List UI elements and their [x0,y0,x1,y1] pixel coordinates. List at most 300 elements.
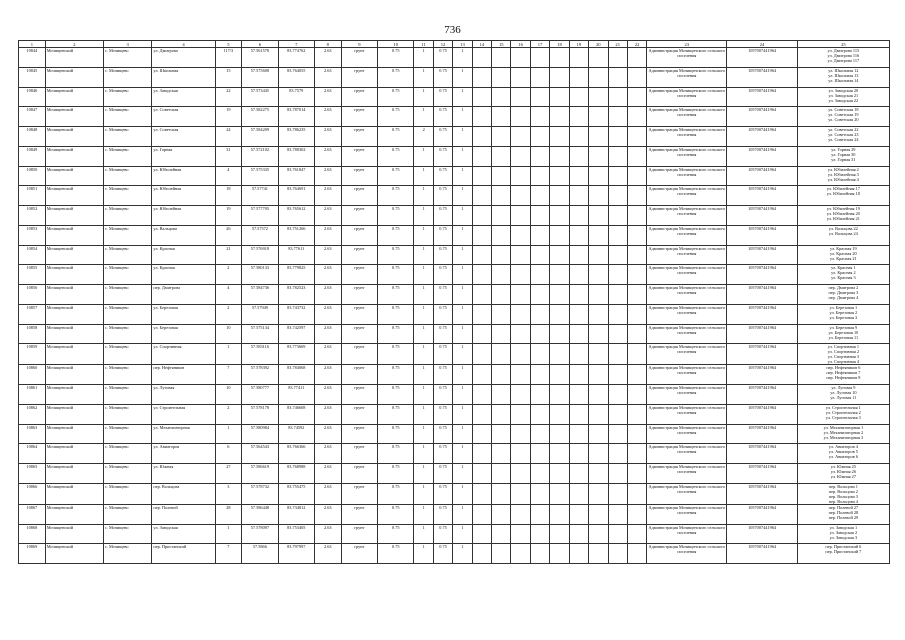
cell-street: ул. Березовая [152,304,215,324]
cell-street: пер. Вольцова [152,483,215,504]
cell-empty [627,285,646,305]
cell-district: Мочищенский [45,385,103,405]
cell-empty [550,67,569,87]
cell-vol: 0.75 [378,87,414,107]
cell-empty [608,324,627,344]
cell-count: 1 [414,504,433,524]
cell-area: 2.63 [314,48,341,68]
cell-addr: пер. Пристанский 6 пер. Пристанский 7 [797,544,889,564]
cell-village: с. Мочищево [103,385,152,405]
cell-empty [472,186,491,206]
cell-addr: ул. Авиаторов 4 ул. Авиаторов 5 ул. Авиаторов 6 [797,444,889,464]
cell-empty [589,365,608,385]
cell-surface: грунт [341,107,377,127]
column-header: 1 [19,41,46,48]
cell-addr: ул. Березовая 9 ул. Березовая 10 ул. Березовая 11 [797,324,889,344]
cell-lat: 57.575335 [242,166,278,186]
cell-n: 1 [453,206,472,226]
cell-n: 1 [453,146,472,166]
cell-surface: грунт [341,186,377,206]
cell-lon: 83.788302 [278,146,314,166]
cell-vol2: 0.75 [433,464,452,484]
cell-vol2: 0.75 [433,245,452,265]
cell-empty [511,107,530,127]
cell-n: 1 [453,444,472,464]
cell-empty [608,67,627,87]
cell-empty [511,504,530,524]
cell-lat: 57.57572 [242,225,278,245]
table-row [19,524,890,544]
cell-vol2: 0.75 [433,385,452,405]
cell-empty [492,385,511,405]
cell-lon: 83.766366 [278,444,314,464]
cell-addr: пер. Дмитрова 2 пер. Дмитрова 3 пер. Дмитрова 4 [797,285,889,305]
cell-ogrn: 1057007441964 [727,304,797,324]
cell-street: ул. Спортивная [152,344,215,365]
cell-empty [589,265,608,285]
cell-surface: грунт [341,245,377,265]
cell-lon: 83.764055 [278,67,314,87]
cell-vol: 0.75 [378,544,414,564]
cell-street: ул. Южная [152,464,215,484]
cell-n: 1 [453,225,472,245]
cell-id: 10855 [19,265,46,285]
cell-n: 1 [453,385,472,405]
page-number: 736 [444,24,461,36]
cell-surface: грунт [341,504,377,524]
column-header: 14 [472,41,491,48]
cell-empty [530,404,549,424]
cell-empty [550,146,569,166]
column-header: 11 [414,41,433,48]
table-row [19,344,890,365]
cell-village: с. Мочищево [103,48,152,68]
cell-ogrn: 1057007441964 [727,344,797,365]
cell-owner: Администрация Мочищенского сельского поселения [647,67,727,87]
cell-empty [569,544,588,564]
registry-table [18,40,890,564]
cell-street: пер. Дмитрова [152,285,215,305]
cell-empty [472,444,491,464]
cell-house: 19 [215,107,242,127]
cell-empty [511,285,530,305]
cell-empty [569,483,588,504]
table-row [19,464,890,484]
cell-ogrn: 1057007441964 [727,186,797,206]
cell-lon: 83.779825 [278,265,314,285]
cell-owner: Администрация Мочищенского сельского поселения [647,48,727,68]
cell-empty [589,424,608,444]
cell-area: 2.63 [314,404,341,424]
cell-district: Мочищенский [45,404,103,424]
cell-empty [511,166,530,186]
cell-lon: 83.768988 [278,464,314,484]
cell-id: 10850 [19,166,46,186]
cell-surface: грунт [341,444,377,464]
cell-empty [569,87,588,107]
cell-count: 1 [414,365,433,385]
cell-village: с. Мочищево [103,186,152,206]
cell-village: с. Мочищево [103,324,152,344]
cell-ogrn: 1057007441964 [727,404,797,424]
cell-id: 10864 [19,444,46,464]
cell-lon: 83.74592 [278,424,314,444]
cell-village: с. Мочищево [103,504,152,524]
cell-house: 2 [215,404,242,424]
cell-empty [589,285,608,305]
cell-area: 2.63 [314,365,341,385]
cell-area: 2.63 [314,483,341,504]
cell-street: пер. Нефтяников [152,365,215,385]
cell-lat: 57.586619 [242,464,278,484]
cell-house: 4 [215,285,242,305]
cell-empty [627,424,646,444]
cell-district: Мочищенский [45,544,103,564]
cell-owner: Администрация Мочищенского сельского поселения [647,87,727,107]
cell-empty [511,87,530,107]
cell-empty [569,265,588,285]
cell-empty [569,186,588,206]
cell-lat: 57.573445 [242,87,278,107]
cell-surface: грунт [341,206,377,226]
cell-ogrn: 1057007441964 [727,206,797,226]
cell-village: с. Мочищево [103,146,152,166]
cell-vol: 0.75 [378,344,414,365]
cell-id: 10866 [19,483,46,504]
cell-village: с. Мочищево [103,444,152,464]
cell-empty [530,444,549,464]
cell-id: 10844 [19,48,46,68]
cell-house: 15 [215,67,242,87]
cell-village: с. Мочищево [103,285,152,305]
cell-district: Мочищенский [45,87,103,107]
cell-surface: грунт [341,87,377,107]
cell-lon: 83.743732 [278,304,314,324]
cell-area: 2.63 [314,265,341,285]
cell-surface: грунт [341,385,377,405]
cell-street: ул. Березовая [152,324,215,344]
cell-vol: 0.75 [378,245,414,265]
cell-village: с. Мочищево [103,483,152,504]
cell-area: 2.63 [314,285,341,305]
cell-empty [472,504,491,524]
cell-vol: 0.75 [378,365,414,385]
cell-lat: 57.57741 [242,186,278,206]
cell-empty [569,245,588,265]
cell-lat: 57.575608 [242,67,278,87]
cell-village: с. Мочищево [103,67,152,87]
cell-empty [589,344,608,365]
cell-village: с. Мочищево [103,524,152,544]
cell-lat: 57.584209 [242,127,278,147]
cell-owner: Администрация Мочищенского сельского поселения [647,285,727,305]
cell-addr: ул. Дмитрова 115 ул. Дмитрова 116 ул. Дмитрова 117 [797,48,889,68]
cell-district: Мочищенский [45,424,103,444]
column-header: 13 [453,41,472,48]
column-header: 2 [45,41,103,48]
cell-lon: 83.734812 [278,504,314,524]
cell-village: с. Мочищево [103,225,152,245]
cell-empty [550,365,569,385]
table-row [19,166,890,186]
cell-lat: 57.561578 [242,48,278,68]
cell-empty [550,404,569,424]
cell-village: с. Мочищево [103,107,152,127]
cell-empty [589,186,608,206]
column-header: 7 [278,41,314,48]
cell-district: Мочищенский [45,524,103,544]
cell-area: 2.63 [314,186,341,206]
cell-empty [550,225,569,245]
cell-empty [511,225,530,245]
cell-area: 2.63 [314,206,341,226]
cell-empty [550,344,569,365]
cell-area: 2.63 [314,304,341,324]
cell-empty [472,206,491,226]
cell-lat: 57.580984 [242,424,278,444]
cell-addr: пер. Полевой 27 пер. Полевой 28 пер. Полевой 29 [797,504,889,524]
cell-empty [492,444,511,464]
table-row [19,67,890,87]
cell-id: 10859 [19,344,46,365]
cell-lat: 57.57949 [242,304,278,324]
cell-empty [627,344,646,365]
cell-n: 1 [453,107,472,127]
cell-empty [530,166,549,186]
cell-vol2: 0.75 [433,225,452,245]
cell-district: Мочищенский [45,324,103,344]
cell-empty [530,127,549,147]
table-row [19,87,890,107]
cell-empty [608,245,627,265]
column-header: 25 [797,41,889,48]
cell-count: 1 [414,524,433,544]
cell-owner: Администрация Мочищенского сельского поселения [647,265,727,285]
cell-empty [608,385,627,405]
cell-addr: ул. Юбилейная 19 ул. Юбилейная 20 ул. Юбилейная 21 [797,206,889,226]
table-row [19,285,890,305]
cell-lon: 83.761847 [278,166,314,186]
cell-village: с. Мочищево [103,245,152,265]
cell-surface: грунт [341,424,377,444]
cell-lon: 83.765612 [278,206,314,226]
cell-empty [627,186,646,206]
cell-empty [608,166,627,186]
table-row [19,146,890,166]
cell-vol: 0.75 [378,444,414,464]
table-row [19,324,890,344]
cell-house: 26 [215,225,242,245]
cell-owner: Администрация Мочищенского сельского поселения [647,107,727,127]
cell-lat: 57.580133 [242,265,278,285]
column-header: 21 [608,41,627,48]
cell-id: 10857 [19,304,46,324]
cell-street: ул. Красная [152,265,215,285]
cell-street: пер. Полевой [152,504,215,524]
cell-district: Мочищенский [45,304,103,324]
column-header: 9 [341,41,377,48]
cell-empty [627,544,646,564]
cell-empty [492,87,511,107]
cell-street: ул. Луговая [152,385,215,405]
cell-n: 1 [453,464,472,484]
cell-vol: 0.75 [378,464,414,484]
cell-addr: ул. Советская 22 ул. Советская 23 ул. Советская 24 [797,127,889,147]
header-row [19,41,890,48]
cell-owner: Администрация Мочищенского сельского поселения [647,385,727,405]
cell-empty [550,483,569,504]
cell-count: 1 [414,385,433,405]
cell-area: 2.63 [314,127,341,147]
cell-count: 1 [414,67,433,87]
cell-empty [550,385,569,405]
cell-count: 1 [414,544,433,564]
cell-empty [627,225,646,245]
cell-ogrn: 1057007441964 [727,245,797,265]
cell-ogrn: 1057007441964 [727,504,797,524]
cell-vol: 0.75 [378,48,414,68]
cell-empty [511,464,530,484]
cell-empty [589,206,608,226]
cell-owner: Администрация Мочищенского сельского поселения [647,206,727,226]
cell-area: 2.63 [314,324,341,344]
cell-lon: 83.746608 [278,404,314,424]
cell-n: 1 [453,265,472,285]
cell-area: 2.63 [314,444,341,464]
cell-empty [569,424,588,444]
cell-addr: ул. Вальцова 22 ул. Вальцова 24 [797,225,889,245]
cell-empty [530,424,549,444]
cell-vol2: 0.75 [433,424,452,444]
cell-empty [511,67,530,87]
column-header: 24 [727,41,797,48]
cell-empty [472,146,491,166]
cell-vol2: 0.75 [433,107,452,127]
cell-lon: 83.787014 [278,107,314,127]
cell-empty [627,48,646,68]
cell-empty [589,404,608,424]
cell-empty [569,67,588,87]
cell-count: 1 [414,265,433,285]
cell-empty [550,127,569,147]
cell-n: 1 [453,344,472,365]
cell-ogrn: 1057007441964 [727,265,797,285]
cell-owner: Администрация Мочищенского сельского поселения [647,304,727,324]
cell-empty [550,265,569,285]
cell-empty [472,265,491,285]
cell-empty [569,107,588,127]
cell-empty [511,186,530,206]
cell-lat: 57.5866 [242,544,278,564]
cell-empty [472,365,491,385]
cell-empty [511,544,530,564]
cell-empty [530,483,549,504]
cell-ogrn: 1057007441964 [727,424,797,444]
cell-count: 1 [414,344,433,365]
cell-lon: 83.7579 [278,87,314,107]
cell-empty [608,146,627,166]
cell-empty [472,166,491,186]
cell-empty [550,324,569,344]
cell-empty [627,206,646,226]
cell-vol2: 0.75 [433,404,452,424]
cell-area: 2.63 [314,544,341,564]
cell-empty [492,67,511,87]
cell-surface: грунт [341,365,377,385]
cell-id: 10865 [19,464,46,484]
cell-district: Мочищенский [45,483,103,504]
cell-house: 117/3 [215,48,242,68]
cell-empty [472,67,491,87]
cell-empty [608,444,627,464]
cell-empty [608,424,627,444]
cell-empty [511,265,530,285]
cell-count: 1 [414,285,433,305]
cell-district: Мочищенский [45,285,103,305]
cell-id: 10853 [19,225,46,245]
cell-district: Мочищенский [45,504,103,524]
column-header: 20 [589,41,608,48]
cell-n: 1 [453,87,472,107]
cell-house: 7 [215,365,242,385]
cell-empty [569,206,588,226]
cell-owner: Администрация Мочищенского сельского поселения [647,483,727,504]
cell-empty [511,48,530,68]
cell-surface: грунт [341,127,377,147]
cell-empty [511,424,530,444]
cell-empty [530,385,549,405]
cell-house: 4 [215,166,242,186]
cell-house: 1 [215,344,242,365]
cell-lat: 57.572102 [242,146,278,166]
cell-empty [569,48,588,68]
cell-empty [511,524,530,544]
cell-empty [511,146,530,166]
cell-lon: 83.774762 [278,48,314,68]
cell-house: 6 [215,444,242,464]
cell-house: 22 [215,87,242,107]
cell-area: 2.63 [314,146,341,166]
cell-addr: ул. Березовая 1 ул. Березовая 2 ул. Березовая 3 [797,304,889,324]
cell-vol2: 0.75 [433,206,452,226]
column-header: 4 [152,41,215,48]
cell-empty [608,483,627,504]
cell-empty [550,464,569,484]
cell-empty [550,504,569,524]
cell-empty [472,404,491,424]
cell-id: 10869 [19,544,46,564]
cell-empty [608,206,627,226]
cell-owner: Администрация Мочищенского сельского поселения [647,245,727,265]
cell-street: ул. Механизаторная [152,424,215,444]
cell-empty [472,424,491,444]
column-header: 17 [530,41,549,48]
cell-house: 24 [215,127,242,147]
cell-empty [627,265,646,285]
cell-n: 1 [453,404,472,424]
cell-empty [608,107,627,127]
cell-owner: Администрация Мочищенского сельского поселения [647,127,727,147]
cell-empty [589,504,608,524]
cell-empty [627,245,646,265]
cell-vol: 0.75 [378,385,414,405]
cell-vol2: 0.75 [433,186,452,206]
cell-empty [627,166,646,186]
cell-empty [569,464,588,484]
cell-empty [472,87,491,107]
cell-empty [492,166,511,186]
cell-owner: Администрация Мочищенского сельского поселения [647,464,727,484]
